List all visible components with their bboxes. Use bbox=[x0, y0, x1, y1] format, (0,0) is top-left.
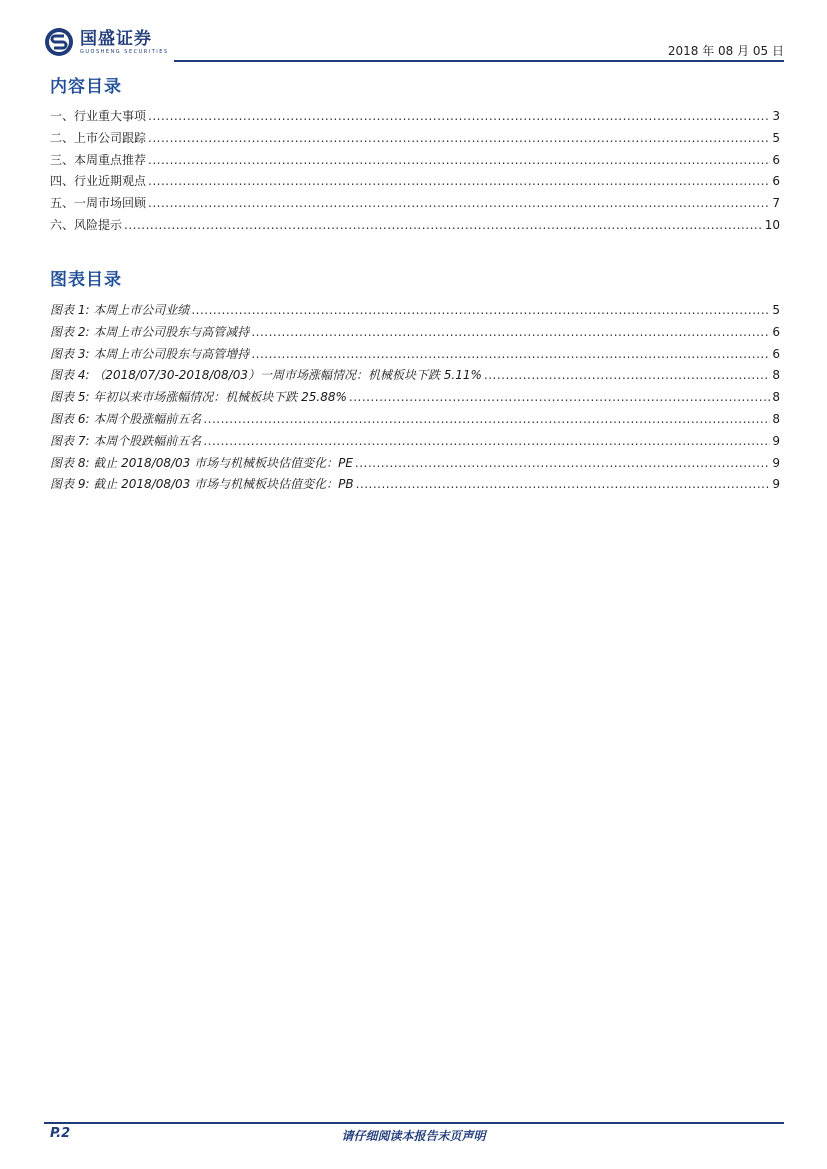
toc-entry-label: 图表 6: 本周个股涨幅前五名 bbox=[50, 411, 202, 426]
toc-entry-page: 5 bbox=[772, 303, 780, 317]
toc-entry-label: 五、一周市场回顾 bbox=[50, 196, 147, 211]
logo-text-en: GUOSHENG SECURITIES bbox=[80, 48, 169, 55]
toc-entry-label: 二、上市公司跟踪 bbox=[50, 130, 147, 145]
toc-entry[interactable] bbox=[50, 150, 780, 172]
figures-title: 图表目录 bbox=[50, 270, 122, 290]
page-header bbox=[44, 22, 784, 64]
toc-entry-page: 5 bbox=[772, 130, 780, 145]
toc-dot-leader bbox=[191, 300, 770, 322]
toc-entry[interactable] bbox=[50, 171, 780, 193]
company-logo bbox=[44, 26, 169, 58]
toc-entry-label: 图表 1: 本周上市公司业绩 bbox=[50, 303, 190, 317]
contents-list bbox=[50, 106, 780, 237]
toc-entry-page: 9 bbox=[772, 477, 780, 492]
toc-entry[interactable] bbox=[50, 193, 780, 215]
report-date: 2018 年 08 月 05 日 bbox=[667, 44, 784, 58]
toc-entry-page: 6 bbox=[772, 324, 780, 339]
toc-entry-page: 6 bbox=[772, 174, 780, 189]
header-divider bbox=[174, 60, 784, 62]
toc-dot-leader bbox=[203, 431, 770, 453]
contents-title: 内容目录 bbox=[50, 77, 122, 97]
toc-entry-page: 7 bbox=[772, 196, 780, 211]
toc-entry-label: 一、行业重大事项 bbox=[50, 109, 147, 123]
toc-entry[interactable] bbox=[50, 128, 780, 150]
toc-entry-page: 6 bbox=[772, 346, 780, 361]
toc-entry-page: 9 bbox=[772, 455, 780, 470]
toc-entry[interactable] bbox=[50, 453, 780, 475]
toc-entry-label: 图表 2: 本周上市公司股东与高管减持 bbox=[50, 324, 250, 339]
toc-entry[interactable] bbox=[50, 431, 780, 453]
toc-entry-page: 8 bbox=[772, 411, 780, 426]
toc-entry-page: 6 bbox=[772, 152, 780, 167]
toc-entry[interactable] bbox=[50, 409, 780, 431]
toc-dot-leader bbox=[203, 409, 770, 431]
toc-entry-label: 图表 4: （2018/07/30-2018/08/03）一周市场涨幅情况：机械板块下跌 5.11% bbox=[50, 368, 482, 383]
toc-entry[interactable] bbox=[50, 365, 780, 387]
toc-dot-leader bbox=[148, 106, 770, 128]
toc-entry-label: 六、风险提示 bbox=[50, 217, 123, 232]
toc-entry-page: 10 bbox=[764, 217, 780, 232]
toc-dot-leader bbox=[148, 128, 770, 150]
toc-entry[interactable] bbox=[50, 344, 780, 366]
toc-dot-leader bbox=[251, 322, 770, 344]
toc-dot-leader bbox=[251, 344, 770, 366]
toc-dot-leader bbox=[148, 193, 770, 215]
toc-entry-page: 9 bbox=[772, 433, 780, 448]
toc-entry[interactable] bbox=[50, 106, 780, 128]
toc-dot-leader bbox=[349, 387, 770, 409]
figures-list bbox=[50, 300, 780, 496]
toc-entry-page: 8 bbox=[772, 368, 780, 383]
toc-entry-label: 图表 3: 本周上市公司股东与高管增持 bbox=[50, 346, 250, 361]
toc-entry-label: 图表 7: 本周个股跌幅前五名 bbox=[50, 433, 202, 448]
toc-entry-label: 图表 9: 截止 2018/08/03 市场与机械板块估值变化：PB bbox=[50, 477, 354, 492]
toc-entry[interactable] bbox=[50, 215, 780, 237]
toc-entry[interactable] bbox=[50, 474, 780, 496]
toc-dot-leader bbox=[484, 365, 770, 387]
toc-entry-page: 3 bbox=[772, 109, 780, 123]
toc-entry-label: 四、行业近期观点 bbox=[50, 174, 147, 189]
toc-entry-label: 三、本周重点推荐 bbox=[50, 152, 147, 167]
toc-dot-leader bbox=[355, 453, 770, 475]
toc-entry[interactable] bbox=[50, 322, 780, 344]
logo-mark-icon bbox=[44, 27, 74, 57]
toc-entry[interactable] bbox=[50, 300, 780, 322]
page-number: P.2 bbox=[50, 1126, 71, 1141]
logo-text-cn: 国盛证券 bbox=[80, 28, 152, 49]
toc-dot-leader bbox=[148, 171, 770, 193]
footer-divider bbox=[44, 1122, 784, 1124]
toc-dot-leader bbox=[148, 150, 770, 172]
toc-entry-page: 8 bbox=[772, 390, 780, 405]
disclaimer-note: 请仔细阅读本报告末页声明 bbox=[341, 1129, 486, 1143]
toc-dot-leader bbox=[356, 474, 771, 496]
toc-entry[interactable] bbox=[50, 387, 780, 409]
toc-entry-label: 图表 8: 截止 2018/08/03 市场与机械板块估值变化：PE bbox=[50, 455, 353, 470]
toc-entry-label: 图表 5: 年初以来市场涨幅情况：机械板块下跌 25.88% bbox=[50, 390, 347, 405]
toc-dot-leader bbox=[124, 215, 763, 237]
